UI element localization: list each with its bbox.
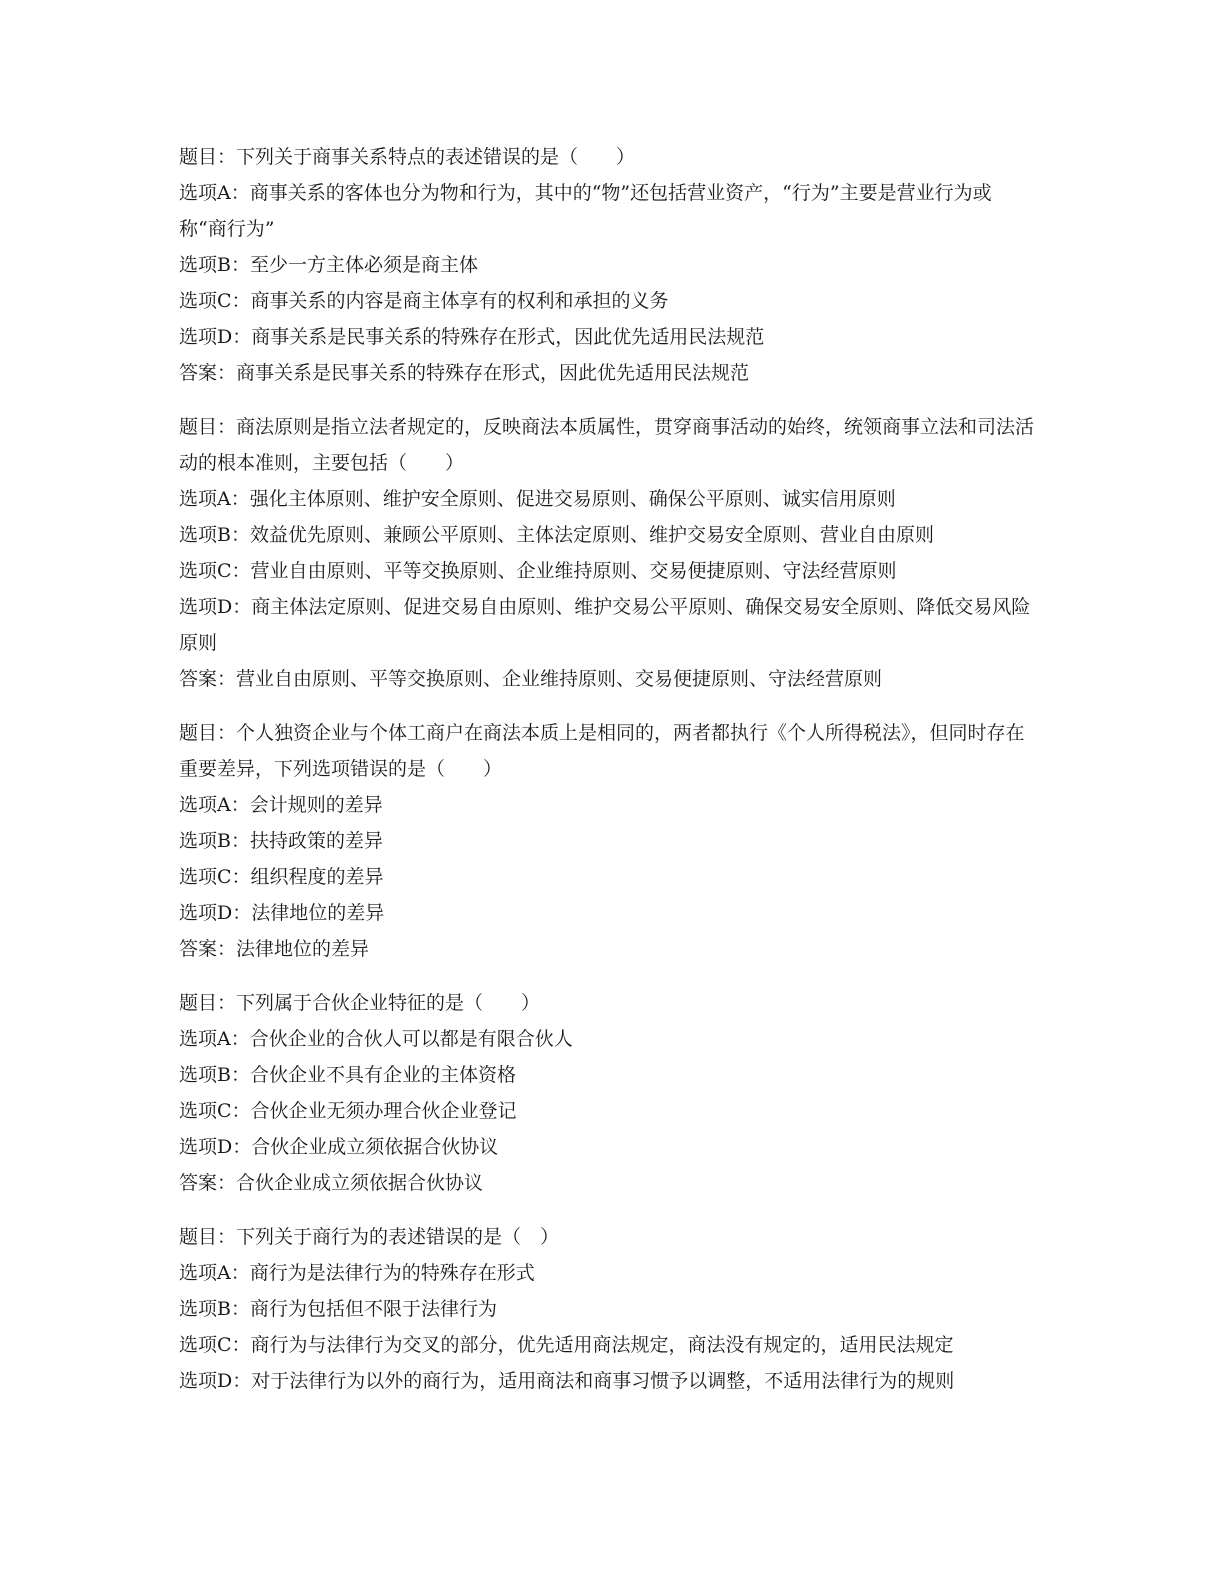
option-c: 选项C：商行为与法律行为交叉的部分，优先适用商法规定，商法没有规定的，适用民法规定 [179, 1334, 954, 1356]
option-a: 选项A：商事关系的客体也分为物和行为，其中的“物”还包括营业资产，“行为”主要是营业行为或称“商行为” [179, 182, 992, 240]
option-b: 选项B：商行为包括但不限于法律行为 [179, 1298, 497, 1320]
option-d: 选项D：商事关系是民事关系的特殊存在形式，因此优先适用民法规范 [179, 326, 765, 348]
option-c: 选项C：营业自由原则、平等交换原则、企业维持原则、交易便捷原则、守法经营原则 [179, 560, 897, 582]
option-a: 选项A：强化主体原则、维护安全原则、促进交易原则、确保公平原则、诚实信用原则 [179, 488, 896, 510]
question-block-5 [179, 1219, 1039, 1399]
question-title: 题目：下列关于商行为的表述错误的是（ ） [179, 1226, 560, 1248]
option-c: 选项C：商事关系的内容是商主体享有的权利和承担的义务 [179, 290, 669, 312]
option-c: 选项C：组织程度的差异 [179, 866, 384, 888]
option-b: 选项B：合伙企业不具有企业的主体资格 [179, 1064, 516, 1086]
option-b: 选项B：扶持政策的差异 [179, 830, 383, 852]
option-d: 选项D：商主体法定原则、促进交易自由原则、维护交易公平原则、确保交易安全原则、降低交易风险原则 [179, 596, 1031, 654]
question-block-1 [179, 139, 1039, 391]
question-title: 题目：下列属于合伙企业特征的是（ ） [179, 992, 541, 1014]
option-d: 选项D：对于法律行为以外的商行为，适用商法和商事习惯予以调整，不适用法律行为的规则 [179, 1370, 955, 1392]
question-block-3 [179, 715, 1039, 967]
question-title: 题目：下列关于商事关系特点的表述错误的是（ ） [179, 146, 636, 168]
document-page [179, 139, 1039, 1417]
question-block-4 [179, 985, 1039, 1201]
question-title: 题目：个人独资企业与个体工商户在商法本质上是相同的，两者都执行《个人所得税法》，但同时存在重要差异，下列选项错误的是（ ） [179, 722, 1025, 780]
answer: 答案：法律地位的差异 [179, 938, 370, 960]
option-d: 选项D：法律地位的差异 [179, 902, 385, 924]
option-b: 选项B：效益优先原则、兼顾公平原则、主体法定原则、维护交易安全原则、营业自由原则 [179, 524, 934, 546]
answer: 答案：商事关系是民事关系的特殊存在形式，因此优先适用民法规范 [179, 362, 750, 384]
option-d: 选项D：合伙企业成立须依据合伙协议 [179, 1136, 499, 1158]
option-b: 选项B：至少一方主体必须是商主体 [179, 254, 478, 276]
answer: 答案：合伙企业成立须依据合伙协议 [179, 1172, 484, 1194]
option-c: 选项C：合伙企业无须办理合伙企业登记 [179, 1100, 517, 1122]
option-a: 选项A：会计规则的差异 [179, 794, 383, 816]
option-a: 选项A：商行为是法律行为的特殊存在形式 [179, 1262, 535, 1284]
question-block-2 [179, 409, 1039, 697]
answer: 答案：营业自由原则、平等交换原则、企业维持原则、交易便捷原则、守法经营原则 [179, 668, 883, 690]
question-title: 题目：商法原则是指立法者规定的，反映商法本质属性，贯穿商事活动的始终，统领商事立法和司法活动的根本准则，主要包括（ ） [179, 416, 1035, 474]
option-a: 选项A：合伙企业的合伙人可以都是有限合伙人 [179, 1028, 573, 1050]
